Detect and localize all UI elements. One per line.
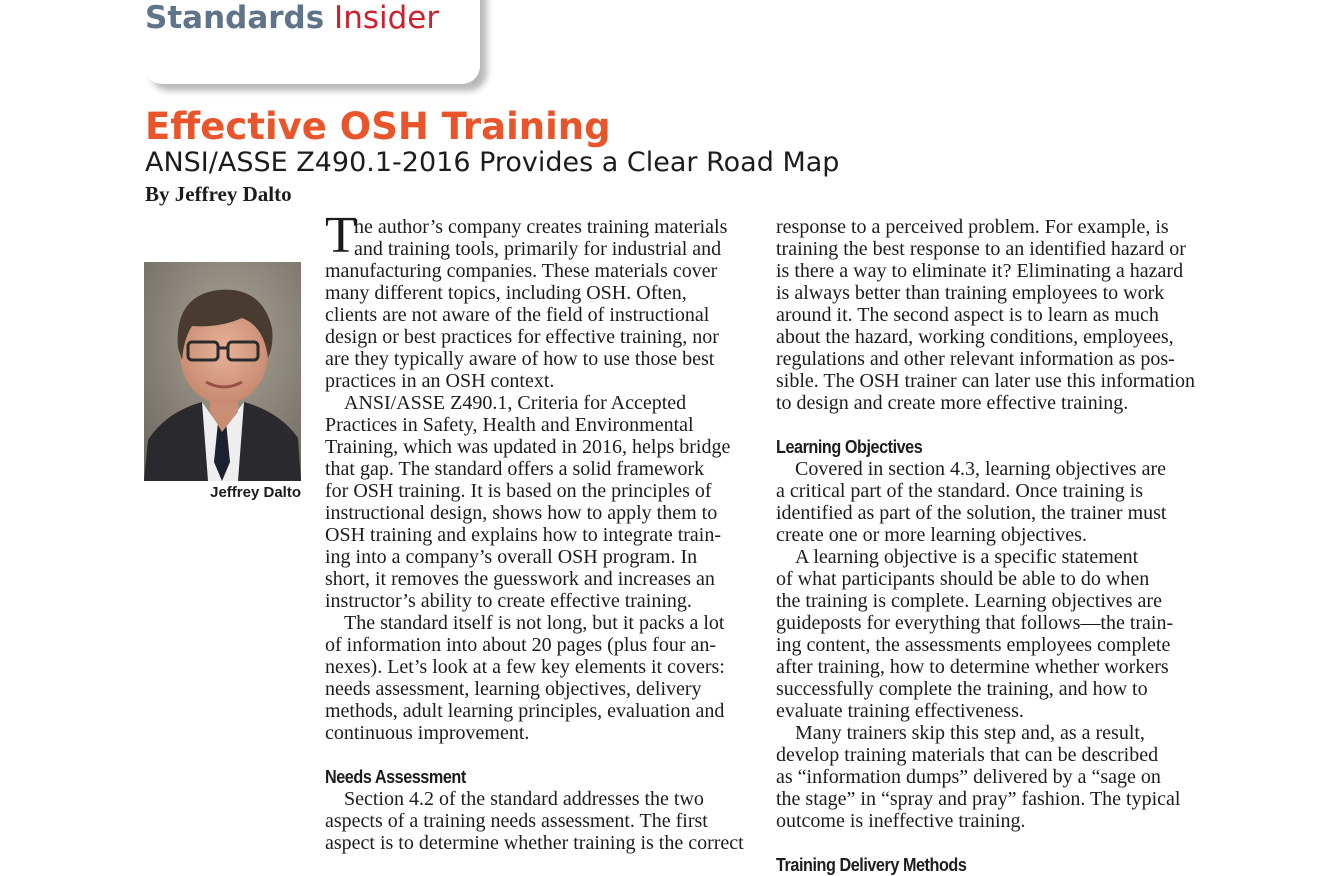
text-line: manufacturing companies. These materials cover [325, 260, 718, 282]
text-line: instructor’s ability to create effective training. [325, 590, 692, 612]
text-line: methods, adult learning principles, evaluation and [325, 700, 725, 722]
text-line: identified as part of the solution, the trainer must [776, 502, 1167, 524]
text-line: ing into a company’s overall OSH program. In [325, 546, 698, 568]
text-line: A learning objective is a specific statement [795, 546, 1139, 568]
section-title-word-standards: Standards [145, 0, 325, 36]
heading-learning-objectives: Learning Objectives [776, 437, 923, 457]
heading-training-delivery-methods: Training Delivery Methods [776, 855, 967, 875]
text-line-content: he author’s company creates training materials [354, 216, 728, 238]
text-line: Practices in Safety, Health and Environmental [325, 414, 694, 436]
photo-caption: Jeffrey Dalto [210, 484, 301, 501]
section-title [145, 0, 439, 36]
text-line: about the hazard, working conditions, employees, [776, 326, 1174, 348]
author-photo [144, 262, 301, 481]
text-line: guideposts for everything that follows—the train- [776, 612, 1174, 634]
text-line: Section 4.2 of the standard addresses the two [344, 788, 704, 810]
text-line: of what participants should be able to do when [776, 568, 1150, 590]
heading-needs-assessment: Needs Assessment [325, 767, 466, 787]
text-line: nexes). Let’s look at a few key elements it covers: [325, 656, 725, 678]
text-line: around it. The second aspect is to learn as much [776, 304, 1159, 326]
text-line: clients are not aware of the field of instructional [325, 304, 710, 326]
text-line: aspects of a training needs assessment. The first [325, 810, 708, 832]
text-line: sible. The OSH trainer can later use this information [776, 370, 1195, 392]
text-line: successfully complete the training, and how to [776, 678, 1148, 700]
text-line: needs assessment, learning objectives, delivery [325, 678, 702, 700]
text-line: OSH training and explains how to integrate train- [325, 524, 722, 546]
text-line: after training, how to determine whether workers [776, 656, 1169, 678]
text-line: regulations and other relevant information as pos- [776, 348, 1175, 370]
paragraph-gap [325, 744, 755, 766]
article-column-2 [776, 216, 1206, 876]
text-line: that gap. The standard offers a solid framework [325, 458, 705, 480]
text-line: ANSI/ASSE Z490.1, Criteria for Accepted [344, 392, 687, 414]
text-line: design or best practices for effective training, nor [325, 326, 719, 348]
article-title: Effective OSH Training [145, 105, 611, 148]
text-line: develop training materials that can be described [776, 744, 1159, 766]
text-line: continuous improvement. [325, 722, 530, 744]
text-line: Covered in section 4.3, learning objectives are [795, 458, 1166, 480]
text-line: the stage” in “spray and pray” fashion. The typical [776, 788, 1181, 810]
article-column-1 [325, 207, 755, 854]
text-line: ing content, the assessments employees complete [776, 634, 1171, 656]
text-line: is there a way to eliminate it? Eliminating a hazard [776, 260, 1184, 282]
text-line: short, it removes the guesswork and increases an [325, 568, 715, 590]
text-line: outcome is ineffective training. [776, 810, 1026, 832]
article-byline: By Jeffrey Dalto [145, 182, 292, 206]
text-line: to design and create more effective training. [776, 392, 1129, 414]
article-subtitle: ANSI/ASSE Z490.1-2016 Provides a Clear Road Map [145, 147, 840, 178]
text-line: instructional design, shows how to apply them to [325, 502, 718, 524]
text-line: many different topics, including OSH. Often, [325, 282, 687, 304]
text-line: is always better than training employees to work [776, 282, 1165, 304]
text-line: practices in an OSH context. [325, 370, 555, 392]
text-line: Training, which was updated in 2016, helps bridge [325, 436, 731, 458]
text-line: are they typically aware of how to use those best [325, 348, 715, 370]
text-line: The standard itself is not long, but it packs a lot [344, 612, 725, 634]
text-line: a critical part of the standard. Once training is [776, 480, 1144, 502]
text-line: create one or more learning objectives. [776, 524, 1087, 546]
paragraph-gap [776, 414, 1206, 436]
text-line: for OSH training. It is based on the principles of [325, 480, 712, 502]
drop-cap: T [325, 207, 357, 264]
paragraph-gap [776, 832, 1206, 854]
text-line: response to a perceived problem. For example, is [776, 216, 1169, 238]
text-line: Many trainers skip this step and, as a result, [795, 722, 1145, 744]
text-line: of information into about 20 pages (plus four an- [325, 634, 717, 656]
text-line: training the best response to an identified hazard or [776, 238, 1186, 260]
text-line: as “information dumps” delivered by a “sage on [776, 766, 1161, 788]
text-line: the training is complete. Learning objectives are [776, 590, 1162, 612]
text-line: and training tools, primarily for industrial and [354, 238, 722, 260]
section-title-word-insider: Insider [334, 0, 440, 36]
text-line: aspect is to determine whether training is the correct [325, 832, 744, 854]
text-line: evaluate training effectiveness. [776, 700, 1024, 722]
